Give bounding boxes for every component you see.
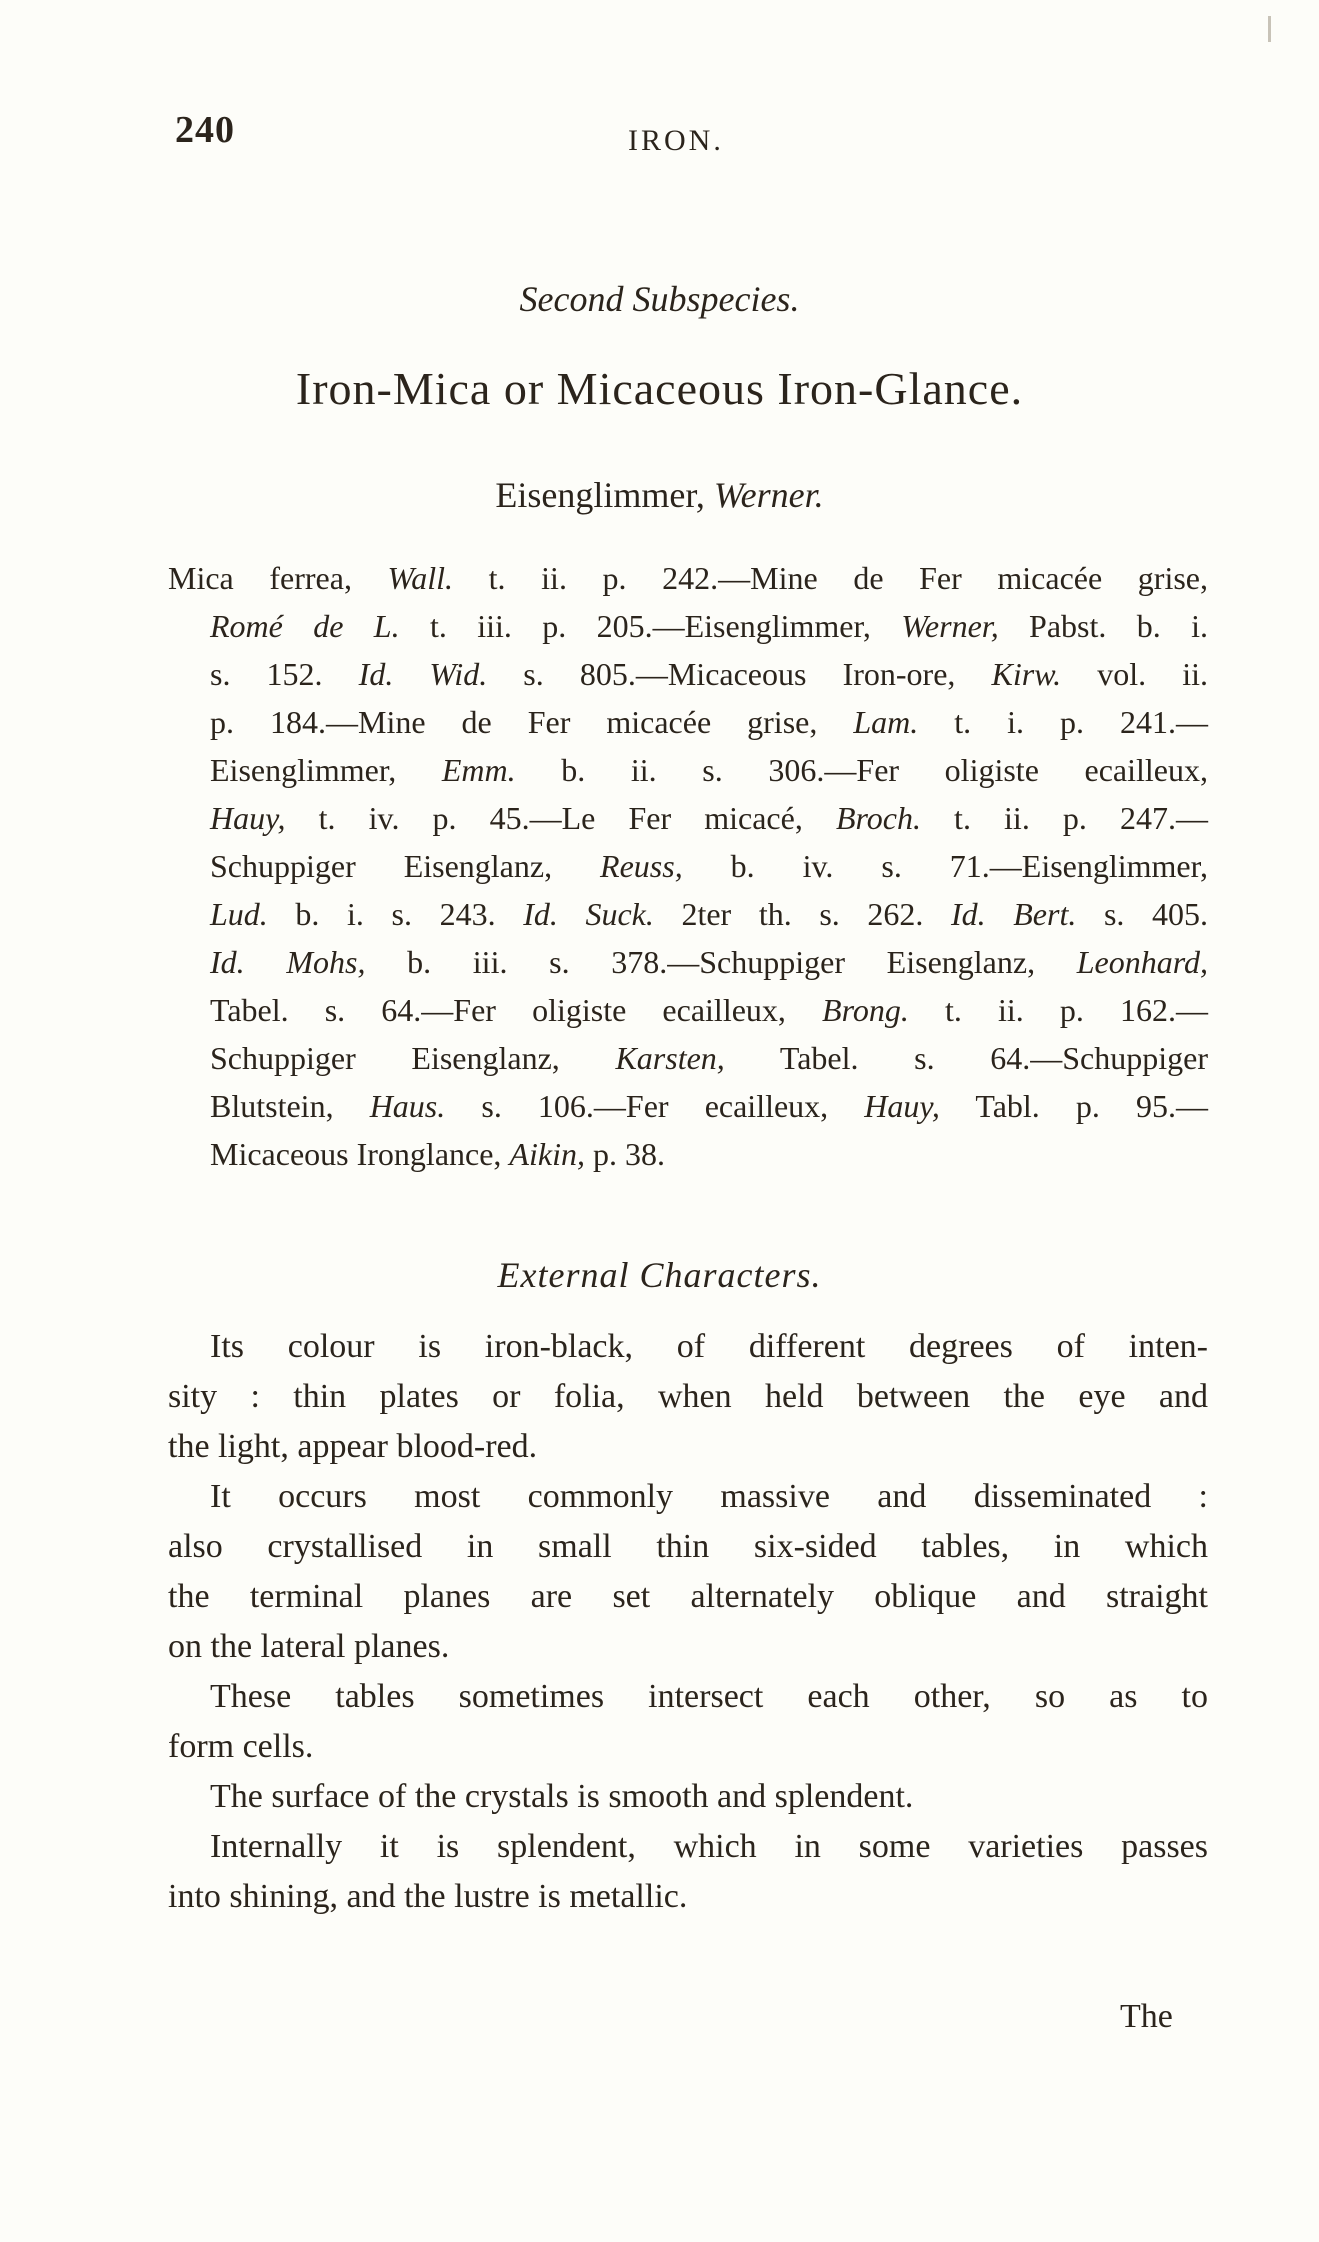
body-line: also crystallised in small thin six-sided tables, in which <box>168 1528 1208 1565</box>
synonymy-text: p. 184.—Mine de Fer micacée grise, <box>210 704 854 740</box>
body-line: Internally it is splendent, which in some varieties passes <box>210 1828 1208 1865</box>
german-name-authority: Werner. <box>713 475 824 515</box>
synonymy-line <box>168 1034 1208 1082</box>
synonymy-text: b. iii. s. 378.—Schuppiger Eisenglanz, <box>365 944 1077 980</box>
catchword: The <box>1120 1998 1173 2035</box>
synonymy-line <box>168 602 1208 650</box>
section-heading: External Characters. <box>497 1255 822 1295</box>
body-line: on the lateral planes. <box>168 1628 450 1665</box>
synonymy-citation: Emm. <box>441 752 516 788</box>
body-line: The surface of the crystals is smooth and splendent. <box>210 1778 914 1815</box>
synonymy-citation: Werner, <box>901 608 999 644</box>
synonymy-text: p. 38. <box>584 1136 665 1172</box>
synonymy-citation: Romé de L. <box>210 608 400 644</box>
running-head: IRON. <box>628 124 724 157</box>
synonymy-text: Tabel. s. 64.—Schuppiger <box>724 1040 1208 1076</box>
body-line: the terminal planes are set alternately oblique and straight <box>168 1578 1208 1615</box>
synonymy-citation: Hauy, <box>864 1088 940 1124</box>
body-line: sity : thin plates or folia, when held between the eye and <box>168 1378 1208 1415</box>
synonymy-text: b. iv. s. 71.—Eisenglimmer, <box>682 848 1209 884</box>
synonymy-line <box>168 698 1208 746</box>
synonymy-text: 2ter th. s. 262. <box>653 896 951 932</box>
body-line: These tables sometimes intersect each other, so as to <box>210 1678 1208 1715</box>
synonymy-line <box>168 794 1208 842</box>
synonymy-text: t. ii. p. 242.—Mine de Fer micacée grise, <box>453 560 1208 596</box>
synonymy-text: Micaceous Ironglance, <box>210 1136 510 1172</box>
synonymy-citation: Karsten, <box>615 1040 725 1076</box>
synonymy-line <box>168 842 1208 890</box>
synonymy-citation: Brong. <box>822 992 909 1028</box>
synonymy-citation: Hauy, <box>210 800 286 836</box>
synonymy-text: vol. ii. <box>1061 656 1209 692</box>
synonymy-citation: Aikin, <box>509 1136 585 1172</box>
synonymy-text: Eisenglimmer, <box>210 752 442 788</box>
page-edge-mark <box>1268 16 1271 42</box>
synonymy-line <box>168 986 1208 1034</box>
synonymy-text: s. 152. <box>210 656 359 692</box>
synonymy-citation: Id. Wid. <box>358 656 488 692</box>
synonymy-text: Tabel. s. 64.—Fer oligiste ecailleux, <box>210 992 823 1028</box>
synonymy-text: Pabst. b. i. <box>998 608 1209 644</box>
synonymy-citation: Kirw. <box>991 656 1062 692</box>
synonymy-text: b. ii. s. 306.—Fer oligiste ecailleux, <box>515 752 1209 788</box>
synonymy-text: s. 405. <box>1076 896 1209 932</box>
synonymy-citation: Broch. <box>835 800 921 836</box>
body-line: It occurs most commonly massive and disseminated : <box>210 1478 1208 1515</box>
synonymy-citation: Wall. <box>387 560 454 596</box>
synonymy-line <box>168 1130 1208 1178</box>
synonymy-citation: Id. Suck. <box>523 896 654 932</box>
synonymy-citation: Haus. <box>369 1088 446 1124</box>
synonymy-line <box>168 554 1208 602</box>
synonymy-line <box>168 890 1208 938</box>
synonymy-citation: Lam. <box>853 704 919 740</box>
synonymy-text: t. iii. p. 205.—Eisenglimmer, <box>399 608 902 644</box>
body-line: Its colour is iron-black, of different degrees of inten- <box>210 1328 1208 1365</box>
species-title: Iron-Mica or Micaceous Iron-Glance. <box>295 363 1024 414</box>
synonymy-text: Schuppiger Eisenglanz, <box>210 1040 616 1076</box>
german-name-text: Eisenglimmer, <box>495 475 705 515</box>
synonymy-line <box>168 746 1208 794</box>
synonymy-text: b. i. s. 243. <box>267 896 524 932</box>
synonymy-line <box>168 1082 1208 1130</box>
synonymy-citation: Reuss, <box>600 848 683 884</box>
subspecies-heading: Second Subspecies. <box>519 279 800 319</box>
body-line: the light, appear blood-red. <box>168 1428 538 1465</box>
synonymy-text: s. 805.—Micaceous Iron-ore, <box>487 656 992 692</box>
body-line: into shining, and the lustre is metallic. <box>168 1878 688 1915</box>
synonymy-citation: Lud. <box>210 896 268 932</box>
synonymy-text: Blutstein, <box>210 1088 370 1124</box>
synonymy-text: Tabl. p. 95.— <box>939 1088 1209 1124</box>
synonymy-block <box>168 554 1208 1178</box>
synonymy-citation: Leonhard, <box>1076 944 1208 980</box>
synonymy-line <box>168 650 1208 698</box>
synonymy-text: t. i. p. 241.— <box>918 704 1209 740</box>
page-number: 240 <box>175 109 235 151</box>
body-text <box>168 1322 1208 1922</box>
synonymy-citation: Id. Bert. <box>951 896 1077 932</box>
synonymy-line <box>168 938 1208 986</box>
synonymy-text: Schuppiger Eisenglanz, <box>210 848 601 884</box>
german-name <box>0 474 1319 516</box>
synonymy-text: t. ii. p. 247.— <box>920 800 1209 836</box>
synonymy-text: s. 106.—Fer ecailleux, <box>445 1088 865 1124</box>
synonymy-text: t. iv. p. 45.—Le Fer micacé, <box>285 800 836 836</box>
body-line: form cells. <box>168 1728 314 1765</box>
synonymy-citation: Id. Mohs, <box>210 944 366 980</box>
synonymy-text: Mica ferrea, <box>168 560 388 596</box>
synonymy-text: t. ii. p. 162.— <box>908 992 1209 1028</box>
